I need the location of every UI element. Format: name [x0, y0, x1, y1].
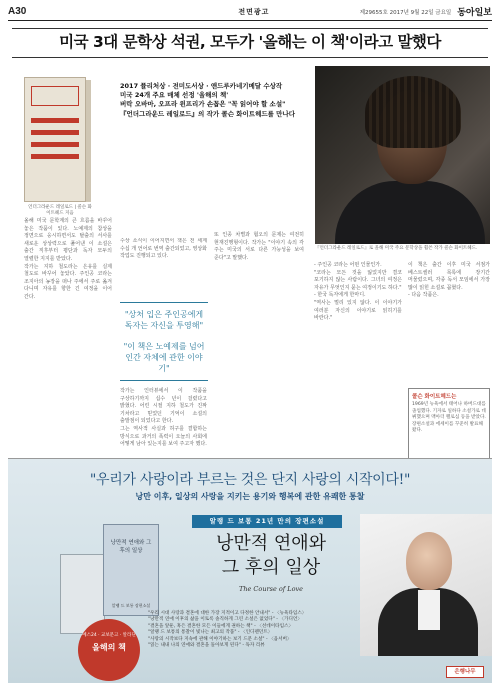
- ad-tag: 알랭 드 보통 21년 만의 장편소설: [192, 515, 342, 528]
- article-column-5: [408, 262, 490, 300]
- section-label: 전면광고: [238, 7, 270, 16]
- paragraph: "코라는 모든 것을 잃었지만 결코 포기하지 않는 사람이다. 그녀의 여정은 자유가 무엇인지 묻는 여정이기도 하다.": [314, 269, 402, 291]
- ad-quote: "우리가 사랑이라 부르는 것은 단지 사랑의 시작이다!": [89, 472, 411, 488]
- author-profile-box: [408, 388, 490, 460]
- ad-book-author: 알랭 드 보통 장편소설: [111, 603, 151, 608]
- cover-stripe: [31, 142, 79, 147]
- badge-label: 올해의 책: [92, 642, 126, 652]
- page-number: A30: [8, 6, 27, 17]
- paragraph: - 다음 작품은.: [408, 292, 439, 299]
- article-column-1: [24, 218, 112, 302]
- ad-title: [186, 532, 356, 580]
- blurb: "사랑의 시작보다 지속에 관해 이야기하는 보기 드문 소설" - 〈옵서버〉: [148, 636, 292, 642]
- profile-box-title: 콜슨 화이트헤드는: [412, 394, 457, 400]
- book-cover-course-of-love: [103, 524, 159, 616]
- ad-title-line: 낭만적 연애와: [215, 533, 327, 554]
- blurb: "알랭 드 보통의 통찰이 빛나는 최고의 작품" - 〈인디펜던트〉: [148, 630, 273, 636]
- ad-english-title: The Course of Love: [239, 585, 303, 593]
- blurb: "결혼을 앞둔, 혹은 결혼한 모든 이들에게 권하는 책" - 〈선데이타임스〉: [148, 623, 294, 629]
- book-caption: 언더그라운드 레일로드 | 콜슨 화이트헤드 지음: [28, 205, 92, 216]
- article-column-4: [314, 262, 402, 323]
- blurb: "낭만적 연애 이후의 삶을 이토록 솔직하게 그린 소설은 없었다" - 〈가디언〉: [148, 617, 302, 623]
- photo-caption: 『언더그라운드 레일로드』로 올해 미국 주요 문학상을 휩쓴 작가 콜슨 화이트헤드.: [315, 246, 478, 251]
- ad-subline: 낭만 이후, 일상의 사랑을 지키는 용기와 행복에 관한 유쾌한 통찰: [135, 492, 365, 501]
- ad-blurbs: [148, 611, 428, 649]
- paragraph: 작가는 인터뷰에서 이 작품을 구상하기까지 십수 년이 걸렸다고 밝혔다. 어린 시절 지하 철도가 진짜 기차라고 믿었던 기억이 소설의 출발점이 되었다고 한다.: [120, 388, 207, 425]
- pull-quote: "상처 입은 주인공에게 독자는 자신을 투영해": [124, 310, 204, 330]
- paragraph: - 한국 독자에게 한마디.: [314, 292, 366, 299]
- book-spine: [86, 80, 91, 202]
- paragraph: 올해 미국 문학계의 큰 흐름을 바꾸어 놓은 작품이 있다. 노예제의 참상을 정면으로 응시하면서도 탈출의 서사를 새로운 상상력으로 풀어낸 이 소설은 출간 직후부터 평단과 독자 모두의 열렬한 지지를 받았다.: [24, 218, 112, 262]
- intro-line: 2017 퓰리처상 · 전미도서상 · 앤드루카네기메달 수상작: [120, 82, 283, 90]
- page-header: [8, 3, 492, 21]
- paragraph: - 주인공 코라는 어떤 인물인가.: [314, 262, 382, 268]
- pull-quote: "이 책은 노예제를 넘어 인간 자체에 관한 이야기": [123, 342, 205, 373]
- article-column-3: [214, 232, 304, 262]
- profile-box-body: 1969년 뉴욕에서 태어나 하버드대를 졸업했다. 기자로 일하다 소설가로 데뷔했으며 맥아더 펠로십 등을 받았다. 장편소설과 에세이를 꾸준히 발표해 왔다.: [412, 402, 486, 434]
- intro-line: 『언더그라운드 레일로드』의 작가 콜슨 화이트헤드를 만나다: [120, 109, 296, 118]
- author-hair: [365, 76, 461, 148]
- headline: 미국 3대 문학상 석권, 모두가 '올해는 이 책'이라고 말했다: [12, 28, 488, 58]
- paragraph: 작가는 지하 철도라는 은유를 실제 철도로 바꾸어 놓았다. 주인공 코라는 조지아의 농장을 떠나 주에서 주로 옮겨 다니며 자유를 향한 긴 여정을 이어 간다.: [24, 263, 112, 300]
- paragraph: 수상 소식이 이어지면서 책은 전 세계 수십 개 언어로 번역 출간되었고, 영상화 작업도 진행되고 있다.: [120, 238, 207, 260]
- ad-book-title: 낭만적 연애와 그 후의 일상: [110, 540, 152, 554]
- book-of-the-year-badge: [78, 619, 140, 681]
- issue-date: 제29655호 2017년 9월 22일 금요일: [359, 9, 452, 16]
- article-intro: [120, 82, 298, 119]
- portrait-head: [406, 532, 452, 590]
- ad-title-line: 그 후의 일상: [221, 557, 321, 578]
- pull-quotes: [120, 302, 208, 381]
- blurb: "읽는 내내 나의 연애와 결혼을 돌아보게 된다" - 독자 리뷰: [148, 643, 265, 649]
- book-advertisement: [8, 458, 492, 683]
- author-photo: [315, 66, 490, 244]
- cover-stripe: [31, 154, 79, 159]
- publisher-logo: 은행나무: [446, 666, 484, 678]
- newspaper-logo: 동아일보: [457, 8, 492, 18]
- blurb: "우리 시대 사랑과 결혼에 대한 가장 지적이고 다정한 안내서" - 〈뉴욕타임스〉: [148, 611, 307, 616]
- cover-stripe: [31, 118, 79, 123]
- article-column-2: [120, 388, 207, 449]
- paragraph: 그는 역사적 사실과 허구를 결합하는 방식으로 과거의 폭력이 오늘의 사회에 어떻게 남아 있는지를 보여 주고자 했다.: [120, 425, 207, 448]
- book-cover-underground-railroad: [24, 77, 86, 202]
- intro-line: 버락 오바마, 오프라 윈프리가 손꼽은 "꼭 읽어야 할 소설": [120, 100, 286, 109]
- badge-stores: 예스24 · 교보문고 · 알라딘: [82, 633, 136, 638]
- paragraph: 이 책은 출간 이후 미국 서점가 베스트셀러 목록에 장기간 머물렀으며, 각종 독서 모임에서 가장 많이 읽힌 소설로 꼽혔다.: [408, 262, 490, 291]
- paragraph: 또 인종 차별과 혐오의 문제는 여전히 현재진행형이다. 작가는 "이야기 속의 각 주는 미국의 서로 다른 가능성을 보여 준다"고 말했다.: [214, 232, 304, 261]
- author-body: [335, 181, 485, 244]
- paragraph: "역사는 멀리 있지 않다. 이 이야기가 여러분 자신의 이야기로 읽히기를 바란다.": [314, 299, 402, 322]
- intro-line: 미국 24개 주요 매체 선정 '올해의 책': [120, 91, 229, 100]
- cover-stripe: [31, 130, 79, 135]
- book-cover-title-icon: [31, 86, 79, 106]
- article-column-2-top: [120, 238, 207, 296]
